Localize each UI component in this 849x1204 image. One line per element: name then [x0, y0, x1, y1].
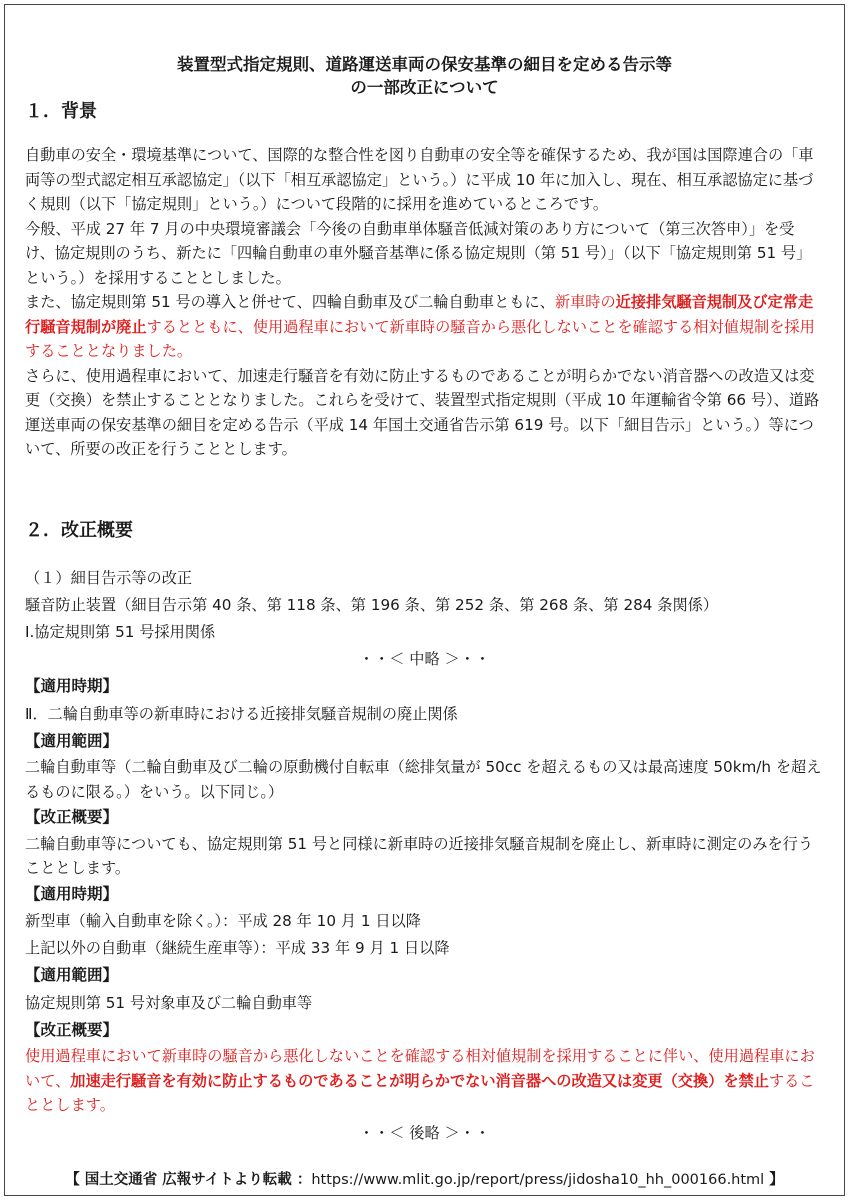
title-line-1: 装置型式指定規則、道路運送車両の保安基準の細目を定める告示等 — [177, 55, 672, 74]
summary-2-red-text: 使用過程車において新車時の騒音から悪化しないことを確認する相対値規制を採用することに伴い、使用過程車において、 — [25, 1047, 815, 1090]
highlight-red-bold-text: 近接排気騒音規制及び定常走行騒音規制が廃止 — [25, 293, 814, 336]
highlight-red-text-2: するとともに、使用過程車において新車時の騒音から悪化しないことを確認する相対値規制を採用することとなりました。 — [25, 317, 815, 360]
omission-marker-2: ・・＜ 後略 ＞・・ — [358, 1123, 491, 1142]
background-paragraph-2: 今般、平成 27 年 7 月の中央環境審議会「今後の自動車単体騒音低減対策のあり方について（第三次答申）」を受け、協定規則のうち、新たに「四輪自動車の車外騒音基準に係る協定規則（第 51 号）」（以下「協定規則第 51 号」という。）を採用することとしました。 — [25, 219, 812, 287]
background-paragraph-1: 自動車の安全・環境基準について、国際的な整合性を図り自動車の安全等を確保するため、我が国は国際連合の「車両等の型式認定相互承認協定」（以下「相互承認協定」という。）に平成 10 年に加入し、現在、相互承認協定に基づく規則（以下「協定規則」という。）について段階的に採用を進めているところです。 — [25, 146, 814, 213]
label-timing-1: 【適用時期】 — [25, 677, 119, 695]
footer-source-url[interactable]: https://www.mlit.go.jp/report/press/jidosha10_hh_000166.html — [311, 1172, 765, 1188]
omission-marker-1: ・・＜ 中略 ＞・・ — [358, 650, 491, 668]
document-title — [25, 53, 824, 99]
item-1-title: Ⅰ.協定規則第 51 号採用関係 — [25, 623, 216, 641]
subsection-title: （１）細目告示等の改正 — [25, 569, 193, 587]
label-scope-2: 【適用範囲】 — [25, 966, 119, 984]
noise-device-line: 騒音防止装置（細目告示第 40 条、第 118 条、第 196 条、第 252 条、第 268 条、第 284 条関係） — [25, 596, 719, 614]
section-heading-background: １．背景 — [25, 101, 97, 122]
scope-text-1: 二輪自動車等（二輪自動車及び二輪の原動機付自転車（総排気量が 50cc を超えるもの又は最高速度 50km/h を超えるものに限る。）をいう。以下同じ。） — [25, 758, 822, 801]
footer-source-label: 【 国土交通省 広報サイトより転載 ： — [65, 1172, 312, 1188]
timing-new-models: 新型車（輸入自動車を除く。）：平成 28 年 10 月 1 日以降 — [25, 912, 421, 930]
summary-2-red-bold-text: 加速走行騒音を有効に防止するものであることが明らかでない消音器への改造又は変更（交換）を禁止 — [70, 1071, 769, 1090]
background-paragraph-4: さらに、使用過程車において、加速走行騒音を有効に防止するものであることが明らかでない消音器への改造又は変更（交換）を禁止することとなりました。これらを受けて、装置型式指定規則（平成 10 年運輸省令第 66 号）、道路運送車両の保安基準の細目を定める告示（平成 14 年国土交通省告示第 619 号。以下「細目告示」という。）等について、所要の改正を行うこととします。 — [25, 366, 820, 458]
label-summary-1: 【改正概要】 — [25, 808, 119, 826]
label-scope-1: 【適用範囲】 — [25, 731, 119, 750]
timing-other-vehicles: 上記以外の自動車（継続生産車等）：平成 33 年 9 月 1 日以降 — [25, 939, 450, 957]
paragraph-3-text: また、協定規則第 51 号の導入と併せて、四輪自動車及び二輪自動車ともに、 — [25, 293, 555, 311]
title-line-2: の一部改正について — [350, 78, 499, 97]
background-paragraph-3 — [25, 290, 824, 364]
highlight-red-text: 新車時の — [554, 293, 616, 311]
label-summary-2: 【改正概要】 — [25, 1020, 119, 1039]
summary-text-2 — [25, 1044, 824, 1118]
source-footer — [5, 1168, 844, 1189]
background-section — [25, 143, 824, 462]
label-timing-2: 【適用時期】 — [25, 884, 119, 903]
summary-text-1: 二輪自動車等についても、協定規則第 51 号と同様に新車時の近接排気騒音規制を廃止し、新車時に測定のみを行うこととします。 — [25, 834, 814, 877]
footer-close-bracket: 】 — [764, 1172, 784, 1188]
summary-section — [25, 565, 824, 1148]
summary-2-red-text-end: することとします。 — [25, 1071, 815, 1114]
scope-text-2: 協定規則第 51 号対象車及び二輪自動車等 — [25, 993, 313, 1012]
section-heading-summary: ２．改正概要 — [25, 520, 133, 541]
item-2-title: Ⅱ．二輪自動車等の新車時における近接排気騒音規制の廃止関係 — [25, 704, 458, 723]
document-page — [4, 4, 845, 1196]
